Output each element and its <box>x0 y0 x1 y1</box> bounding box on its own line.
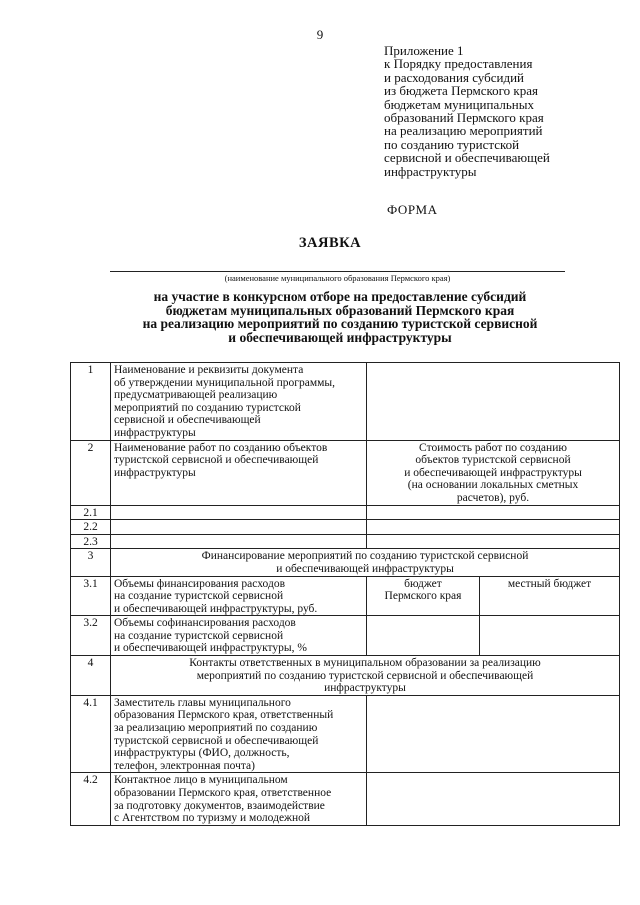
table-row <box>71 440 620 505</box>
row-label <box>111 616 367 656</box>
annex-line: из бюджета Пермского края <box>384 83 539 99</box>
cost-header <box>367 440 620 505</box>
section-line: мероприятий по созданию туристской сервисной и обеспечивающей <box>196 669 534 682</box>
annex-line: образований Пермского края <box>384 110 544 126</box>
annex-header <box>384 44 614 178</box>
label-line: предусматривающей реализацию <box>114 389 278 402</box>
form-label: ФОРМА <box>387 202 438 217</box>
label-line: инфраструктуры (ФИО, должность, <box>114 747 290 760</box>
section-heading <box>111 656 620 696</box>
work-name-cell[interactable] <box>111 520 367 535</box>
row-number: 2.2 <box>71 520 111 535</box>
label-line: образования Пермского края, ответственный <box>114 709 334 722</box>
cost-value-cell[interactable] <box>367 520 620 535</box>
label-line: об утверждении муниципальной программы, <box>114 376 336 389</box>
subtitle-line: на реализацию мероприятий по созданию туристской сервисной <box>142 316 538 331</box>
cost-line: объектов туристской сервисной <box>415 454 571 467</box>
cost-line: расчетов), руб. <box>456 491 530 504</box>
cost-line: и обеспечивающей инфраструктуры <box>404 466 582 479</box>
label-line: инфраструктуры <box>114 466 196 479</box>
label-line: Наименование и реквизиты документа <box>114 364 304 376</box>
annex-line: по созданию туристской <box>384 136 520 152</box>
subtitle-line: и обеспечивающей инфраструктуры <box>228 329 452 345</box>
table-row <box>71 520 620 535</box>
value-cell[interactable] <box>367 363 620 441</box>
cost-line: (на основании локальных сметных <box>407 479 579 492</box>
annex-line: к Порядку предоставления <box>384 56 533 72</box>
label-line: с Агентством по туризму и молодежной <box>114 812 311 825</box>
label-line: на создание туристской сервисной <box>114 629 284 642</box>
local-budget-value[interactable] <box>480 616 620 656</box>
label-line: туристской сервисной и обеспечивающей <box>114 734 319 747</box>
label-line: за подготовку документов, взаимодействие <box>114 799 325 812</box>
label-line: инфраструктуры <box>114 426 196 439</box>
row-label <box>111 773 367 825</box>
row-number: 4 <box>71 656 111 696</box>
row-number: 4.1 <box>71 695 111 773</box>
table-row <box>71 773 620 825</box>
table-row <box>71 505 620 520</box>
row-number: 3.1 <box>71 576 111 616</box>
contact-value-cell[interactable] <box>367 695 620 773</box>
section-line: и обеспечивающей инфраструктуры <box>276 562 454 575</box>
table-row <box>71 656 620 696</box>
label-line: за реализацию мероприятий по созданию <box>114 722 318 735</box>
label-line: Заместитель главы муниципального <box>114 696 291 709</box>
cost-value-cell[interactable] <box>367 534 620 549</box>
label-line: Контактное лицо в муниципальном <box>114 774 288 787</box>
table-row <box>71 616 620 656</box>
row-label <box>111 363 367 441</box>
row-number: 2.1 <box>71 505 111 520</box>
label-line: туристской сервисной и обеспечивающей <box>114 454 319 467</box>
annex-line: Приложение 1 <box>384 43 464 58</box>
table-row <box>71 695 620 773</box>
label-line: Наименование работ по созданию объектов <box>114 441 328 454</box>
annex-line: инфраструктуры <box>384 163 477 179</box>
label-line: мероприятий по созданию туристской <box>114 401 301 414</box>
work-name-cell[interactable] <box>111 505 367 520</box>
annex-line: сервисной и обеспечивающей <box>384 150 550 166</box>
local-budget-header: местный бюджет <box>480 576 620 616</box>
regional-budget-value[interactable] <box>367 616 480 656</box>
budget-line: бюджет <box>404 577 442 590</box>
page-number: 9 <box>316 27 324 42</box>
row-number: 4.2 <box>71 773 111 825</box>
label-line: и обеспечивающей инфраструктуры, % <box>114 642 307 655</box>
label-line: телефон, электронная почта) <box>114 759 255 772</box>
cost-value-cell[interactable] <box>367 505 620 520</box>
label-line: Объемы софинансирования расходов <box>114 617 296 630</box>
row-number: 2 <box>71 440 111 505</box>
label-line: и обеспечивающей инфраструктуры, руб. <box>114 602 318 615</box>
label-line: образовании Пермского края, ответственное <box>114 787 332 799</box>
table-row <box>71 534 620 549</box>
row-label <box>111 440 367 505</box>
section-heading <box>111 549 620 576</box>
label-line: Объемы финансирования расходов <box>114 577 286 590</box>
application-table <box>70 362 620 826</box>
table-row <box>71 549 620 576</box>
table-row <box>71 576 620 616</box>
contact-value-cell[interactable] <box>367 773 620 825</box>
municipality-name-hint: (наименование муниципального образования Пермского края) <box>224 273 451 283</box>
annex-line: на реализацию мероприятий <box>384 123 543 139</box>
document-subtitle <box>0 290 640 344</box>
work-name-cell[interactable] <box>111 534 367 549</box>
label-line: сервисной и обеспечивающей <box>114 414 261 427</box>
cost-line: Стоимость работ по созданию <box>419 441 567 454</box>
annex-line: и расходования субсидий <box>384 69 524 85</box>
row-number: 2.3 <box>71 534 111 549</box>
subtitle-line: бюджетам муниципальных образований Пермского края <box>165 302 515 318</box>
row-number: 3.2 <box>71 616 111 656</box>
budget-line: Пермского края <box>384 590 462 603</box>
municipality-name-line <box>110 271 565 272</box>
section-line: Контакты ответственных в муниципальном образовании за реализацию <box>189 657 541 670</box>
row-label <box>111 695 367 773</box>
subtitle-line: на участие в конкурсном отборе на предоставление субсидий <box>153 289 527 304</box>
regional-budget-header <box>367 576 480 616</box>
table-row <box>71 363 620 441</box>
section-line: Финансирование мероприятий по созданию туристской сервисной <box>201 550 529 563</box>
row-number: 1 <box>71 363 111 441</box>
row-label <box>111 576 367 616</box>
document-title: ЗАЯВКА <box>298 235 362 251</box>
row-number: 3 <box>71 549 111 576</box>
annex-line: бюджетам муниципальных <box>384 96 534 112</box>
label-line: на создание туристской сервисной <box>114 590 284 603</box>
section-line: инфраструктуры <box>324 682 406 695</box>
